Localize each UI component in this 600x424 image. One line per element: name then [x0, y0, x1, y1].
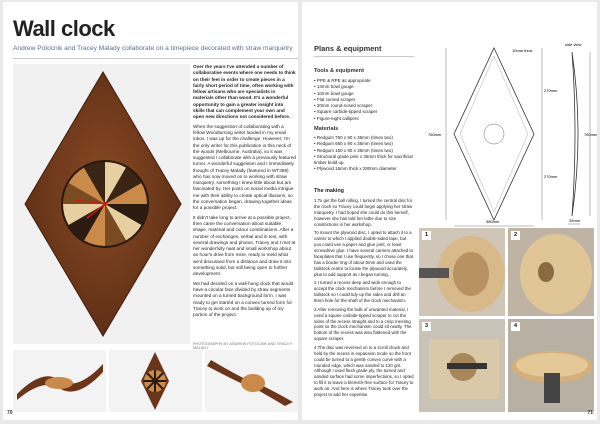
- page-number-left: 70: [7, 410, 13, 416]
- body-paragraph: When the suggestion of collaborating with a fellow Woodturning writer landed in my email inbox, I was up for the challenge. However, I'm the only writer for this publication in this neck of the woods (Melbourne, Australia), so it was suggested I collaborate with a previously featured turner. A wonderful suggestion and I immediately thought of Tracey Malady (featured in WT388) who has now moved on to working with straw marquetry, something I knew little about but am fascinated by. Her posts on social media intrigue me with their ability to create optical illusions, so the conversation began, drawing together ideas for a possible project.: [193, 123, 296, 210]
- step-paragraph: 4 The disc was reversed on to a scroll chuck and held by the recess in expansion mode so the front could be turned to a gentle convex curve with a rounded edge, which was sanded to 120 grit. Although I used flush grade ply, the turned and sanded surface had some imperfections, so I opted to fill it to leave a blemish-free surface for Tracey to work on. And here is where Tracey took over the project to add her expertise.: [314, 344, 414, 397]
- dim-side-height: 760mm: [584, 132, 597, 137]
- dim-top: 10mm thick: [512, 48, 533, 53]
- photo-number: 3: [422, 322, 431, 331]
- step-paragraph: To mount the plywood disc, I opted to attach it to a carrier to which I applied double-sided tape, but you could use a paper and glue joint, or least screwdrive glue. I have several carriers attached to faceplates that I use frequently, so I chose one that has a border ring of about 8mm and used the tailstock centre to locate the plywood accurately, plus to add support as I began turning.: [314, 230, 414, 277]
- dim-right-upper: 270mm: [544, 88, 558, 93]
- plan-diagram: [424, 38, 597, 228]
- step-photo-3: [419, 319, 505, 412]
- photo-number: 4: [511, 322, 520, 331]
- thumbnail-side-view: [13, 350, 106, 412]
- materials-list: [314, 135, 424, 173]
- list-item: • Structural grade pine x 35mm thick for sacrificial timber build up: [314, 154, 424, 167]
- side-view-label: side view: [565, 42, 582, 47]
- article-title: Wall clock: [13, 16, 115, 41]
- tools-list: [314, 78, 424, 122]
- photo-credit: PHOTOGRAPHS BY ANDREW POTOCNIK AND TRACEY MALADY: [193, 342, 293, 350]
- making-heading: The making: [314, 188, 344, 194]
- photo-number: 2: [511, 231, 520, 240]
- plans-heading: Plans & equipment: [314, 44, 382, 53]
- list-item: • Redgum 150 x 90 x 35mm (times two): [314, 148, 424, 154]
- list-item: • Redgum 750 x 90 x 35mm (times two): [314, 135, 424, 141]
- left-page: [3, 2, 298, 420]
- list-item: • Figure-eight callipers: [314, 116, 424, 122]
- thumbnail-strip: [13, 350, 298, 412]
- list-item: • Square carbide-tipped scraper: [314, 109, 424, 115]
- body-paragraph: It didn't take long to arrive at a possible project, then came the conversation about suitable shape, material and colour combinations. After a number of exchanges, verbal and in text, with several drawings and photos, Tracey and I met at her wonderfully neat and small workshop about an hour's drive from mine, ready to meld what we'd discussed from a distance and draw it into something solid, but still being open to further development.: [193, 214, 296, 276]
- making-column: [314, 188, 414, 401]
- list-item: • Redgum 650 x 90 x 35mm (times two): [314, 141, 424, 147]
- dim-side-bottom: 35mm: [569, 218, 581, 223]
- clock-illustration: [13, 64, 190, 344]
- list-item: • Flat curved scraper: [314, 97, 424, 103]
- intro-paragraph: Over the years I've attended a number of collaborative events where one needs to think on their feet in order to create pieces in a fairly short period of time, often working with fellow artisans who are specialists in materials other than wood. It's a wonderful opportunity to gain a greater insight into skills that can complement your own and open new directions not considered before.: [193, 64, 296, 119]
- step-photo-4: [508, 319, 594, 412]
- article-subtitle: Andrew Potocnik and Tracey Malady collaborate on a timepiece decorated with straw marquetry: [13, 45, 293, 52]
- plans-divider: [314, 56, 414, 57]
- thumbnail-front-view: [109, 350, 202, 412]
- thumbnail-angle-view: [205, 350, 298, 412]
- tools-heading: Tools & equipment: [314, 68, 364, 74]
- step-photo-2: [508, 228, 594, 316]
- dim-bottom: 380mm: [486, 219, 500, 224]
- list-item: • 10mm bowl gouge: [314, 91, 424, 97]
- materials-heading: Materials: [314, 126, 339, 132]
- dim-right-lower: 270mm: [544, 174, 558, 179]
- list-item: • 20mm round-nosed scraper: [314, 103, 424, 109]
- step-paragraph: 1 To get the ball rolling, I turned the central disc for the clock so Tracey could begin applying her straw marquetry. I had hoped she could do this herself, however she has told her lathe due to size constrictions in her workshop.: [314, 198, 413, 227]
- step-paragraph: 3 After removing the bulk of unwanted material, I used a square carbide-tipped scraper to cut the sides of the recess straight and to a crisp meeting point so the clock mechanism could sit neatly. The bottom of the recess was also flattened with the square scraper.: [314, 306, 412, 342]
- hero-photo-clock: [13, 64, 190, 344]
- step-paragraph: 2 I turned a recess deep and wide enough to accept the clock mechanism before I removed the tailstock so I could tidy up the sides and drill an 8mm hole for the shaft of the clock mechanism.: [314, 280, 411, 303]
- dim-left: 760mm: [428, 132, 442, 137]
- right-page: [302, 2, 597, 420]
- body-paragraph: We had decided on a wall-hung clock that would have a circular face divided by straw segments mounted on a turned background form. I was ready to get started on a convex turned form for Tracey to work on and the building up of my portion of the project.: [193, 280, 294, 317]
- list-item: • PPE & RPE as appropriate: [314, 78, 424, 84]
- list-item: • 13mm bowl gouge: [314, 84, 424, 90]
- photo-number: 1: [422, 231, 431, 240]
- intro-column: [193, 64, 296, 322]
- step-photo-1: [419, 228, 505, 316]
- list-item: • Plywood 16mm thick x 280mm diameter: [314, 166, 424, 172]
- title-divider: [13, 58, 298, 59]
- page-number-right: 71: [587, 410, 593, 416]
